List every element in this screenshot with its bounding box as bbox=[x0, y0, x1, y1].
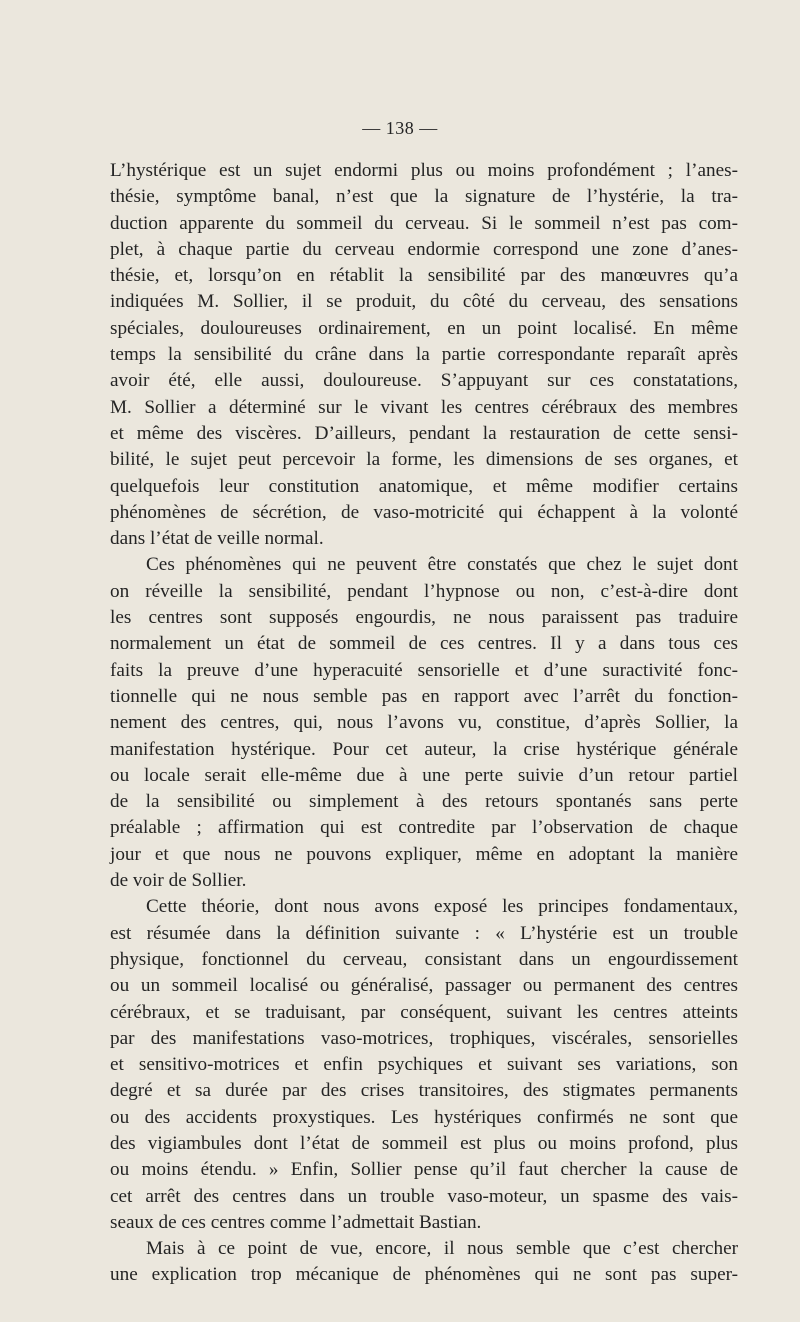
text-line: ou moins étendu. » Enfin, Sollier pense qu’il faut chercher la cause de bbox=[110, 1159, 738, 1181]
text-line: on réveille la sensibilité, pendant l’hypnose ou non, c’est-à-dire dont bbox=[110, 580, 738, 602]
text-line: thésie, symptôme banal, n’est que la signature de l’hystérie, la tra- bbox=[110, 186, 738, 208]
text-line: Ces phénomènes qui ne peuvent être constatés que chez le sujet dont bbox=[146, 554, 738, 576]
text-line: des vigiambules dont l’état de sommeil est plus ou moins profond, plus bbox=[110, 1132, 738, 1154]
text-line: ou des accidents proxystiques. Les hystériques confirmés ne sont que bbox=[110, 1106, 738, 1128]
text-line: tionnelle qui ne nous semble pas en rapport avec l’arrêt du fonction- bbox=[110, 685, 738, 707]
text-line: cet arrêt des centres dans un trouble vaso-moteur, un spasme des vais- bbox=[110, 1185, 738, 1207]
text-line: spéciales, douloureuses ordinairement, en un point localisé. En même bbox=[110, 317, 738, 339]
text-line: physique, fonctionnel du cerveau, consistant dans un engourdissement bbox=[110, 948, 738, 970]
text-line: Cette théorie, dont nous avons exposé les principes fondamentaux, bbox=[146, 896, 738, 918]
text-line: phénomènes de sécrétion, de vaso-motricité qui échappent à la volonté bbox=[110, 501, 738, 523]
text-line: jour et que nous ne pouvons expliquer, même en adoptant la manière bbox=[110, 843, 738, 865]
text-line: dans l’état de veille normal. bbox=[110, 528, 324, 550]
text-line: degré et sa durée par des crises transitoires, des stigmates permanents bbox=[110, 1080, 738, 1102]
text-line: M. Sollier a déterminé sur le vivant les centres cérébraux des membres bbox=[110, 396, 738, 418]
text-line: faits la preuve d’une hyperacuité sensorielle et d’une suractivité fonc- bbox=[110, 659, 738, 681]
text-line: les centres sont supposés engourdis, ne nous paraissent pas traduire bbox=[110, 607, 738, 629]
text-line: une explication trop mécanique de phénomènes qui ne sont pas super- bbox=[110, 1264, 738, 1286]
text-line: seaux de ces centres comme l’admettait Bastian. bbox=[110, 1211, 482, 1233]
text-line: de la sensibilité ou simplement à des retours spontanés sans perte bbox=[110, 791, 738, 813]
text-line: cérébraux, et se traduisant, par conséquent, suivant les centres atteints bbox=[110, 1001, 738, 1023]
text-line: de voir de Sollier. bbox=[110, 870, 247, 892]
text-line: manifestation hystérique. Pour cet auteur, la crise hystérique générale bbox=[110, 738, 738, 760]
text-line: par des manifestations vaso-motrices, trophiques, viscérales, sensorielles bbox=[110, 1027, 738, 1049]
text-line: préalable ; affirmation qui est contredite par l’observation de chaque bbox=[110, 817, 738, 839]
text-line: avoir été, elle aussi, douloureuse. S’appuyant sur ces constatations, bbox=[110, 370, 738, 392]
text-line: plet, à chaque partie du cerveau endormie correspond une zone d’anes- bbox=[110, 238, 738, 260]
text-line: indiquées M. Sollier, il se produit, du côté du cerveau, des sensations bbox=[110, 291, 738, 313]
text-line: temps la sensibilité du crâne dans la partie correspondante reparaît après bbox=[110, 344, 738, 366]
text-line: duction apparente du sommeil du cerveau. Si le sommeil n’est pas com- bbox=[110, 212, 738, 234]
body-text bbox=[110, 158, 738, 1289]
text-line: et sensitivo-motrices et enfin psychiques et suivant ses variations, son bbox=[110, 1054, 738, 1076]
text-line: normalement un état de sommeil de ces centres. Il y a dans tous ces bbox=[110, 633, 738, 655]
text-line: ou un sommeil localisé ou généralisé, passager ou permanent des centres bbox=[110, 975, 738, 997]
text-line: quelquefois leur constitution anatomique, et même modifier certains bbox=[110, 475, 738, 497]
text-line: L’hystérique est un sujet endormi plus ou moins profondément ; l’anes- bbox=[110, 160, 738, 181]
text-line: ou locale serait elle-même due à une perte suivie d’un retour partiel bbox=[110, 764, 738, 786]
text-line: thésie, et, lorsqu’on en rétablit la sensibilité par des manœuvres qu’a bbox=[110, 265, 738, 287]
text-line: nement des centres, qui, nous l’avons vu, constitue, d’après Sollier, la bbox=[110, 712, 738, 734]
page-number: — 138 — bbox=[362, 118, 438, 138]
text-line: bilité, le sujet peut percevoir la forme, les dimensions de ses organes, et bbox=[110, 449, 738, 471]
text-line: est résumée dans la définition suivante : « L’hystérie est un trouble bbox=[110, 922, 738, 944]
text-line: et même des viscères. D’ailleurs, pendant la restauration de cette sensi- bbox=[110, 422, 738, 444]
text-line: Mais à ce point de vue, encore, il nous semble que c’est chercher bbox=[146, 1238, 738, 1260]
